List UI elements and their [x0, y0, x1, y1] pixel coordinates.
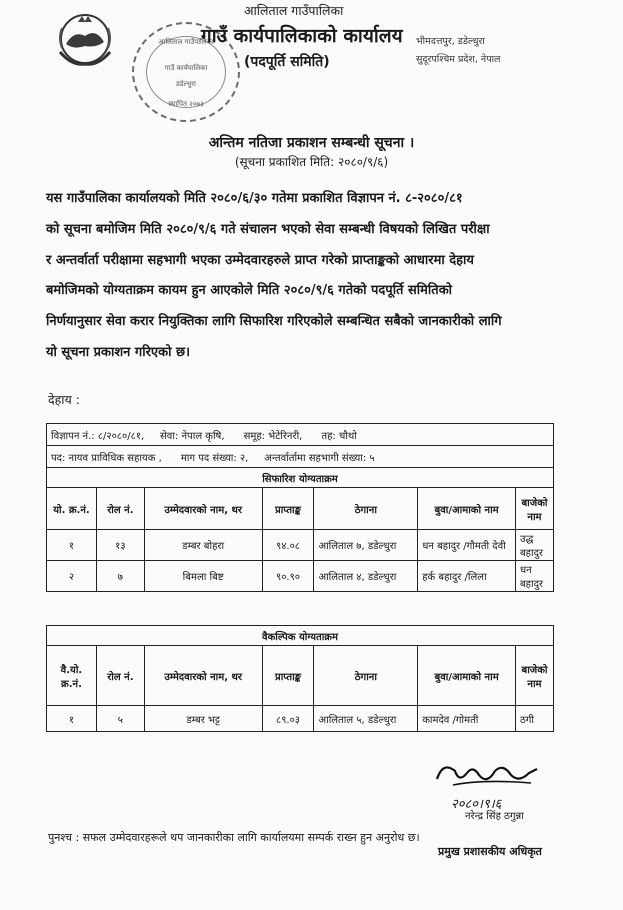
column-header: बुवा/आमाको नाम	[418, 646, 516, 706]
cell: धन बहादुर /गौमती देवी	[418, 530, 516, 561]
merit-header-row	[47, 488, 554, 530]
cell: बिमला बिष्ट	[144, 561, 262, 592]
cell: १	[47, 530, 97, 561]
signatory-role: प्रमुख प्रशासकीय अधिकृत	[438, 845, 542, 858]
column-header: वै.यो. क्र.नं.	[47, 646, 97, 706]
cell: डम्बर बोहरा	[144, 530, 262, 561]
column-header: उम्मेदवारको नाम, थर	[144, 488, 262, 530]
cell: कामदेव /गोमती	[418, 706, 516, 732]
alternate-table	[46, 625, 554, 732]
cell: आलिताल ७, डडेल्धुरा	[314, 530, 418, 561]
signature-date: २०८०।९।६	[451, 797, 502, 812]
merit-table	[46, 423, 554, 592]
column-header: प्राप्ताङ्क	[262, 488, 314, 530]
column-header: बुवा/आमाको नाम	[418, 488, 516, 530]
table-row	[47, 561, 554, 592]
cell: ठगी	[515, 706, 553, 732]
post-info-row: पद: नायव प्राविधिक सहायक , माग पद संख्या: २, अन्तर्वार्तामा सहभागी संख्या: ५	[47, 446, 554, 468]
notice-line: र अन्तर्वार्ता परीक्षामा सहभागी भएका उम्मेदवारहरुले प्राप्त गरेको प्राप्ताङ्कको आधारमा देहाय	[46, 252, 474, 268]
signatory-name: नरेन्द्र सिंह ठगुन्ना	[465, 811, 524, 822]
table-row	[47, 706, 554, 732]
cell: १	[47, 706, 97, 732]
notice-line: बमोजिमको योग्यताक्रम कायम हुन आएकोले मिति २०८०/९/६ गतेको पदपूर्ति समितिको	[46, 283, 453, 299]
column-header: ठेगाना	[314, 488, 418, 530]
alternate-section-title: वैकल्पिक योग्यताक्रम	[47, 626, 554, 646]
notice-line: को सूचना बमोजिम मिति २०८०/९/६ गते संचालन भएको सेवा सम्बन्धी विषयको लिखित परीक्षा	[46, 221, 490, 237]
cell: ८९.०३	[262, 706, 314, 732]
office-name: गाउँ कार्यपालिकाको कार्यालय	[201, 25, 403, 47]
seal-text-1: आलिताल गाउँपालिका	[158, 38, 214, 46]
cell: हर्क बहादुर /लिला	[418, 561, 516, 592]
nepal-emblem-icon	[52, 8, 118, 70]
signature-scribble	[433, 757, 541, 791]
seal-text-2: गाउँ कार्यपालिका	[164, 64, 208, 72]
notice-line: यो सूचना प्रकाशन गरिएको छ।	[46, 344, 191, 360]
municipality-name: आलिताल गाउँपालिका	[244, 3, 344, 18]
column-header: ठेगाना	[314, 646, 418, 706]
cell: आलिताल ४, डडेल्धुरा	[314, 561, 418, 592]
committee-name: (पदपूर्ति समिति)	[244, 54, 330, 70]
notice-line: निर्णयानुसार सेवा करार नियुक्तिका लागि सिफारिश गरिएकोले सम्बन्धित सबैको जानकारीको लागि	[46, 314, 502, 330]
column-header: उम्मेदवारको नाम, थर	[144, 646, 262, 706]
cell: ९४.०८	[262, 530, 314, 561]
column-header: रोल नं.	[96, 646, 144, 706]
column-header: रोल नं.	[96, 488, 144, 530]
column-header: बाजेको नाम	[515, 646, 553, 706]
column-header: प्राप्ताङ्क	[262, 646, 314, 706]
notice-title: अन्तिम नतिजा प्रकाशन सम्बन्धी सूचना ।	[208, 135, 415, 151]
cell: ९०.९०	[262, 561, 314, 592]
advert-info-row: विज्ञापन नं.: ८/२०८०/८१, सेवा: नेपाल कृषि, समूह: भेटेरिनरी, तह: चौथो	[47, 424, 554, 446]
cell: १३	[96, 530, 144, 561]
dehay-label: देहाय :	[48, 392, 80, 407]
cell: डम्बर भट्ट	[144, 706, 262, 732]
notice-body	[46, 184, 572, 369]
notice-line: यस गाउँपालिका कार्यालयको मिति २०८०/६/३० गतेमा प्रकाशित विज्ञापन नं. ८-२०८०/८१	[46, 191, 463, 206]
address-line-1: भीमदत्तपुर, डडेल्धुरा	[416, 36, 485, 47]
merit-section-title: सिफारिश योग्यताक्रम	[47, 468, 554, 488]
notice-published-date: (सूचना प्रकाशित मिति: २०८०/९/६)	[234, 155, 389, 169]
cell: ५	[96, 706, 144, 732]
column-header: बाजेको नाम	[515, 488, 553, 530]
cell: उद्ध बहादुर	[515, 530, 553, 561]
column-header: यो. क्र.नं.	[47, 488, 97, 530]
cell: २	[47, 561, 97, 592]
alternate-header-row	[47, 646, 554, 706]
cell: धन बहादुर	[515, 561, 553, 592]
cell: आलिताल ५, डडेल्धुरा	[314, 706, 418, 732]
seal-text-4: स्थापित २०७३	[168, 100, 204, 108]
footer-note: पुनश्च : सफल उम्मेदवारहरूले थप जानकारीका लागि कार्यालयमा सम्पर्क राख्न हुन अनुरोध छ।	[48, 831, 420, 844]
table-row	[47, 530, 554, 561]
address-line-2: सुदूरपश्चिम प्रदेश, नेपाल	[416, 54, 501, 65]
seal-text-3: डडेल्धुरा	[176, 80, 196, 88]
cell: ७	[96, 561, 144, 592]
